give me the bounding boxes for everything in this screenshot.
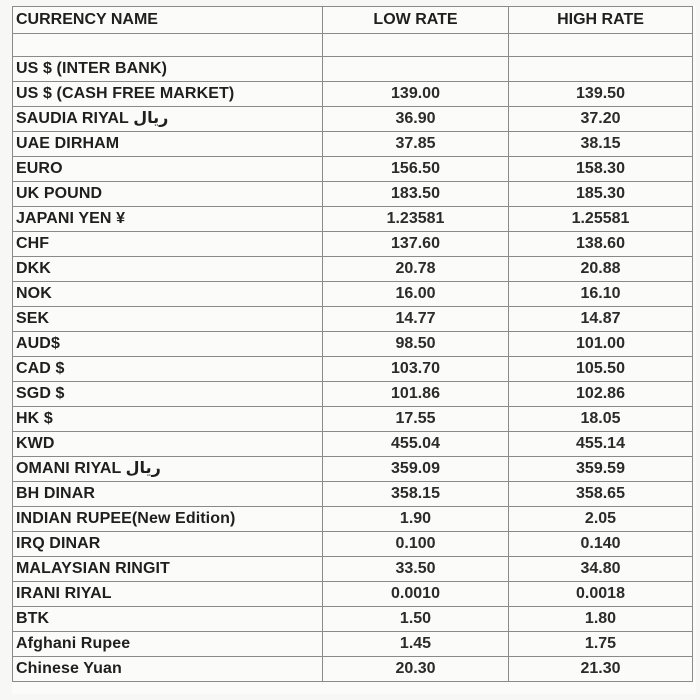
high-rate-cell: 358.65	[509, 482, 693, 507]
table-row	[13, 34, 693, 57]
table-row	[13, 107, 693, 132]
currency-name-cell: HK $	[13, 407, 323, 432]
high-rate-cell: 16.10	[509, 282, 693, 307]
low-rate-cell: 455.04	[323, 432, 509, 457]
table-row	[13, 307, 693, 332]
table-row	[13, 257, 693, 282]
low-rate-cell: 1.90	[323, 507, 509, 532]
currency-name-header: CURRENCY NAME	[13, 7, 323, 34]
currency-name-cell: UK POUND	[13, 182, 323, 207]
currency-name-cell: Chinese Yuan	[13, 657, 323, 682]
high-rate-cell	[509, 34, 693, 57]
table-row	[13, 57, 693, 82]
high-rate-cell: 455.14	[509, 432, 693, 457]
currency-name-cell: IRANI RIYAL	[13, 582, 323, 607]
table-row	[13, 432, 693, 457]
table-row	[13, 557, 693, 582]
table-row	[13, 157, 693, 182]
currency-rate-table	[12, 6, 693, 682]
low-rate-cell: 0.0010	[323, 582, 509, 607]
currency-name-cell: UAE DIRHAM	[13, 132, 323, 157]
currency-name-cell: MALAYSIAN RINGIT	[13, 557, 323, 582]
high-rate-cell: 34.80	[509, 557, 693, 582]
table-row	[13, 282, 693, 307]
currency-name-cell: BH DINAR	[13, 482, 323, 507]
high-rate-cell: 158.30	[509, 157, 693, 182]
low-rate-cell: 139.00	[323, 82, 509, 107]
currency-name-cell: JAPANI YEN ¥	[13, 207, 323, 232]
low-rate-cell: 17.55	[323, 407, 509, 432]
currency-name-cell: SEK	[13, 307, 323, 332]
high-rate-cell: 38.15	[509, 132, 693, 157]
currency-name-cell: Afghani Rupee	[13, 632, 323, 657]
table-row	[13, 657, 693, 682]
low-rate-cell: 183.50	[323, 182, 509, 207]
header-row	[13, 7, 693, 34]
table-row	[13, 82, 693, 107]
low-rate-cell: 1.45	[323, 632, 509, 657]
low-rate-cell: 103.70	[323, 357, 509, 382]
table-row	[13, 407, 693, 432]
currency-name-cell: EURO	[13, 157, 323, 182]
low-rate-cell: 14.77	[323, 307, 509, 332]
low-rate-cell: 1.23581	[323, 207, 509, 232]
high-rate-cell: 0.140	[509, 532, 693, 557]
currency-name-cell: NOK	[13, 282, 323, 307]
high-rate-cell: 1.80	[509, 607, 693, 632]
table-row	[13, 457, 693, 482]
table-row	[13, 182, 693, 207]
table-row	[13, 382, 693, 407]
rate-table-body	[13, 34, 693, 682]
currency-name-cell: US $ (INTER BANK)	[13, 57, 323, 82]
low-rate-cell: 358.15	[323, 482, 509, 507]
high-rate-cell	[509, 57, 693, 82]
low-rate-cell: 101.86	[323, 382, 509, 407]
low-rate-cell: 156.50	[323, 157, 509, 182]
currency-name-cell: AUD$	[13, 332, 323, 357]
high-rate-cell: 1.75	[509, 632, 693, 657]
currency-name-cell: SGD $	[13, 382, 323, 407]
currency-name-cell: IRQ DINAR	[13, 532, 323, 557]
high-rate-cell: 18.05	[509, 407, 693, 432]
high-rate-cell: 101.00	[509, 332, 693, 357]
high-rate-cell: 1.25581	[509, 207, 693, 232]
table-row	[13, 357, 693, 382]
currency-name-cell	[13, 34, 323, 57]
table-row	[13, 232, 693, 257]
high-rate-cell: 37.20	[509, 107, 693, 132]
low-rate-cell: 137.60	[323, 232, 509, 257]
low-rate-cell: 0.100	[323, 532, 509, 557]
high-rate-cell: 138.60	[509, 232, 693, 257]
low-rate-cell	[323, 34, 509, 57]
high-rate-cell: 139.50	[509, 82, 693, 107]
currency-name-cell: US $ (CASH FREE MARKET)	[13, 82, 323, 107]
high-rate-cell: 359.59	[509, 457, 693, 482]
currency-name-cell: BTK	[13, 607, 323, 632]
currency-name-cell: OMANI RIYAL ریال	[13, 457, 323, 482]
low-rate-cell: 98.50	[323, 332, 509, 357]
high-rate-cell: 21.30	[509, 657, 693, 682]
low-rate-cell: 37.85	[323, 132, 509, 157]
low-rate-cell: 20.30	[323, 657, 509, 682]
currency-name-cell: CHF	[13, 232, 323, 257]
high-rate-header: HIGH RATE	[509, 7, 693, 34]
high-rate-cell: 14.87	[509, 307, 693, 332]
currency-name-cell: SAUDIA RIYAL ریال	[13, 107, 323, 132]
low-rate-cell	[323, 57, 509, 82]
currency-name-cell: INDIAN RUPEE(New Edition)	[13, 507, 323, 532]
table-row	[13, 332, 693, 357]
high-rate-cell: 105.50	[509, 357, 693, 382]
currency-name-cell: CAD $	[13, 357, 323, 382]
high-rate-cell: 0.0018	[509, 582, 693, 607]
table-row	[13, 632, 693, 657]
low-rate-cell: 36.90	[323, 107, 509, 132]
rate-sheet	[12, 6, 696, 694]
low-rate-cell: 20.78	[323, 257, 509, 282]
table-row	[13, 607, 693, 632]
currency-name-cell: DKK	[13, 257, 323, 282]
high-rate-cell: 20.88	[509, 257, 693, 282]
currency-name-cell: KWD	[13, 432, 323, 457]
table-row	[13, 482, 693, 507]
table-row	[13, 132, 693, 157]
table-row	[13, 532, 693, 557]
high-rate-cell: 2.05	[509, 507, 693, 532]
low-rate-cell: 359.09	[323, 457, 509, 482]
low-rate-cell: 1.50	[323, 607, 509, 632]
low-rate-cell: 33.50	[323, 557, 509, 582]
table-row	[13, 582, 693, 607]
high-rate-cell: 185.30	[509, 182, 693, 207]
low-rate-header: LOW RATE	[323, 7, 509, 34]
low-rate-cell: 16.00	[323, 282, 509, 307]
table-row	[13, 207, 693, 232]
table-row	[13, 507, 693, 532]
high-rate-cell: 102.86	[509, 382, 693, 407]
